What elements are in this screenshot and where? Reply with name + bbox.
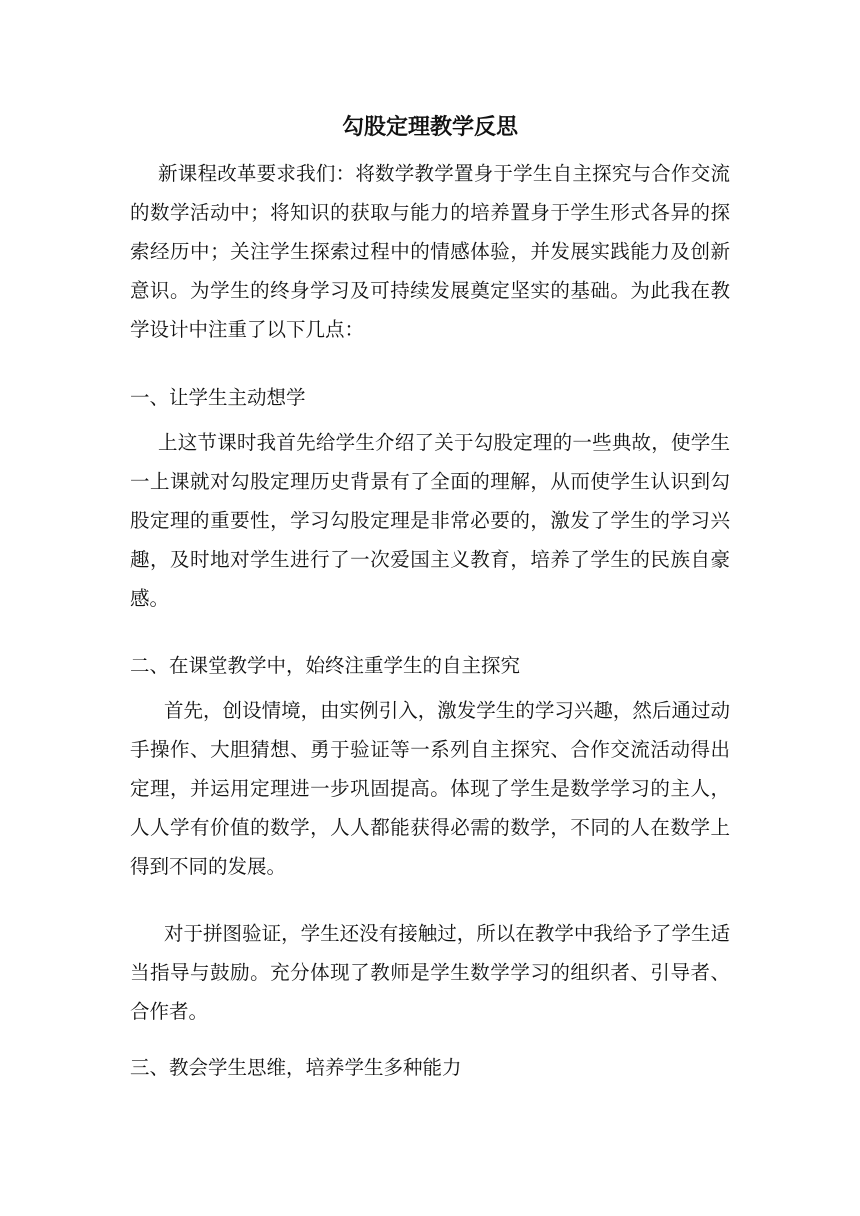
intro-paragraph: 新课程改革要求我们：将数学教学置身于学生自主探究与合作交流的数学活动中；将知识的获取与能力的培养置身于学生形式各异的探索经历中；关注学生探索过程中的情感体验，并发展实践能力及创新意识。为学生的终身学习及可持续发展奠定坚实的基础。为此我在教学设计中注重了以下几点： — [130, 162, 730, 341]
section-3-heading: 三、教会学生思维，培养学生多种能力 — [130, 1056, 462, 1079]
section-1-heading: 一、让学生主动想学 — [130, 386, 306, 409]
section-2-paragraph-2: 对于拼图验证，学生还没有接触过，所以在教学中我给予了学生适当指导与鼓励。充分体现了教师是学生数学学习的组织者、引导者、合作者。 — [130, 922, 730, 1023]
section-2-heading: 二、在课堂教学中，始终注重学生的自主探究 — [130, 654, 521, 677]
document-title: 勾股定理教学反思 — [341, 114, 518, 140]
section-1-paragraph: 上这节课时我首先给学生介绍了关于勾股定理的一些典故，使学生一上课就对勾股定理历史背景有了全面的理解，从而使学生认识到勾股定理的重要性，学习勾股定理是非常必要的，激发了学生的学习兴趣，及时地对学生进行了一次爱国主义教育，培养了学生的民族自豪感。 — [130, 431, 730, 610]
section-2-paragraph-1: 首先，创设情境，由实例引入，激发学生的学习兴趣，然后通过动手操作、大胆猜想、勇于验证等一系列自主探究、合作交流活动得出定理，并运用定理进一步巩固提高。体现了学生是数学学习的主人，人人学有价值的数学，人人都能获得必需的数学，不同的人在数学上得到不同的发展。 — [130, 699, 730, 878]
